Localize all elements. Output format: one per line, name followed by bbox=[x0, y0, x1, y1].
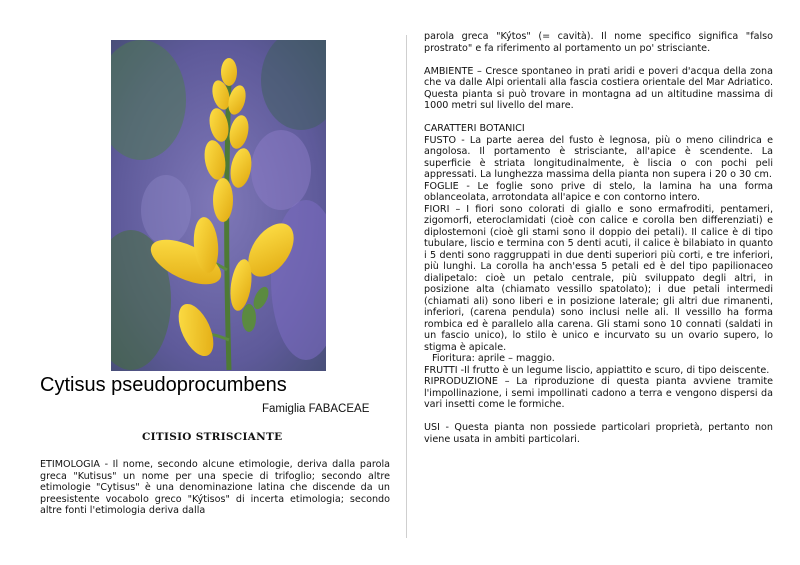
ambiente-paragraph: AMBIENTE – Cresce spontaneo in prati aridi e poveri d'acqua della zona che va dalle Alpi orientali alla fascia costiera orientale del Mar Adriatico. Questa pianta si può trovare in montagna ad un altitudine massima di 1000 metri sul livello del mare. bbox=[424, 65, 773, 111]
fioritura-line: Fioritura: aprile – maggio. bbox=[432, 353, 555, 364]
column-divider bbox=[406, 35, 407, 538]
caratteri-heading: CARATTERI BOTANICI bbox=[424, 123, 525, 134]
family-name: Famiglia FABACEAE bbox=[262, 403, 370, 415]
species-name: Cytisus pseudoprocumbens bbox=[40, 374, 287, 396]
plant-photo bbox=[111, 40, 326, 371]
etimologia-continued: parola greca "Kýtos" (= cavità). Il nome specifico significa "falso prostrato" e fa riferimento al portamento un po' strisciante. bbox=[424, 31, 773, 54]
etimologia-paragraph: ETIMOLOGIA - Il nome, secondo alcune etimologie, deriva dalla parola greca "Kutisus" un nome per una specie di trifoglio; secondo altre etimologie "Cytisus" è una denominazione latina che discende da un preesistente vocabolo greco "Kýtisos" di incerta etimologia; secondo altre fonti l'etimologia deriva dalla bbox=[40, 459, 390, 516]
foglie-paragraph: FOGLIE - Le foglie sono prive di stelo, la lamina ha una forma oblanceolata, arrotondata all'apice e con contorno intero. bbox=[424, 180, 773, 203]
usi-paragraph: USI - Questa pianta non possiede particolari proprietà, pertanto non viene usata in ambiti particolari. bbox=[424, 422, 773, 445]
right-column bbox=[424, 31, 773, 445]
fusto-paragraph: FUSTO - La parte aerea del fusto è legnosa, più o meno cilindrica e angolosa. Il portamento è strisciante, all'apice è scendente. La superficie è striata longitudinalmente, è liscia o con pochi peli appressati. La lunghezza massima della pianta non supera i 20 o 30 cm. bbox=[424, 134, 773, 180]
left-column bbox=[40, 459, 390, 517]
frutti-paragraph: FRUTTI -Il frutto è un legume liscio, appiattito e scuro, di tipo deiscente. bbox=[424, 364, 770, 376]
fiori-paragraph: FIORI – I fiori sono colorati di giallo e sono ermafroditi, pentameri, zigomorfi, eteroclamidati (cioè con calice e corolla ben differenziati) e diplostemoni (cioè gli stami sono il doppio dei petali). Il calice è di tipo tubulare, liscio e termina con 5 denti acuti, il calice è bilabiato in quanto i 5 denti sono raggruppati in due denti superiori più corti, e tre inferiori, più lunghi. La corolla ha anch'essa 5 petali ed è del tipo papilionaceo dialipetalo: cioè un petalo centrale, più sviluppato degli altri, in posizione alta (chiamato vessillo spatolato); i due petali intermedi (chiamati ali) sono liberi e in posizione laterale; gli altri due rimanenti, inferiori, (carena pendula) sono inclusi nelle ali. Il vessillo ha forma rombica ed è parallelo alla carena. Gli stami sono 10 connati (saldati in un fascio unico), lo stilo è unico e incurvato su un ovario supero, lo stigma è apicale. bbox=[424, 203, 773, 353]
riproduzione-paragraph: RIPRODUZIONE – La riproduzione di questa pianta avviene tramite l'impollinazione, i semi impollinati cadono a terra e vengono dispersi da vari insetti come le formiche. bbox=[424, 376, 773, 410]
common-name: CITISIO STRISCIANTE bbox=[142, 431, 283, 443]
